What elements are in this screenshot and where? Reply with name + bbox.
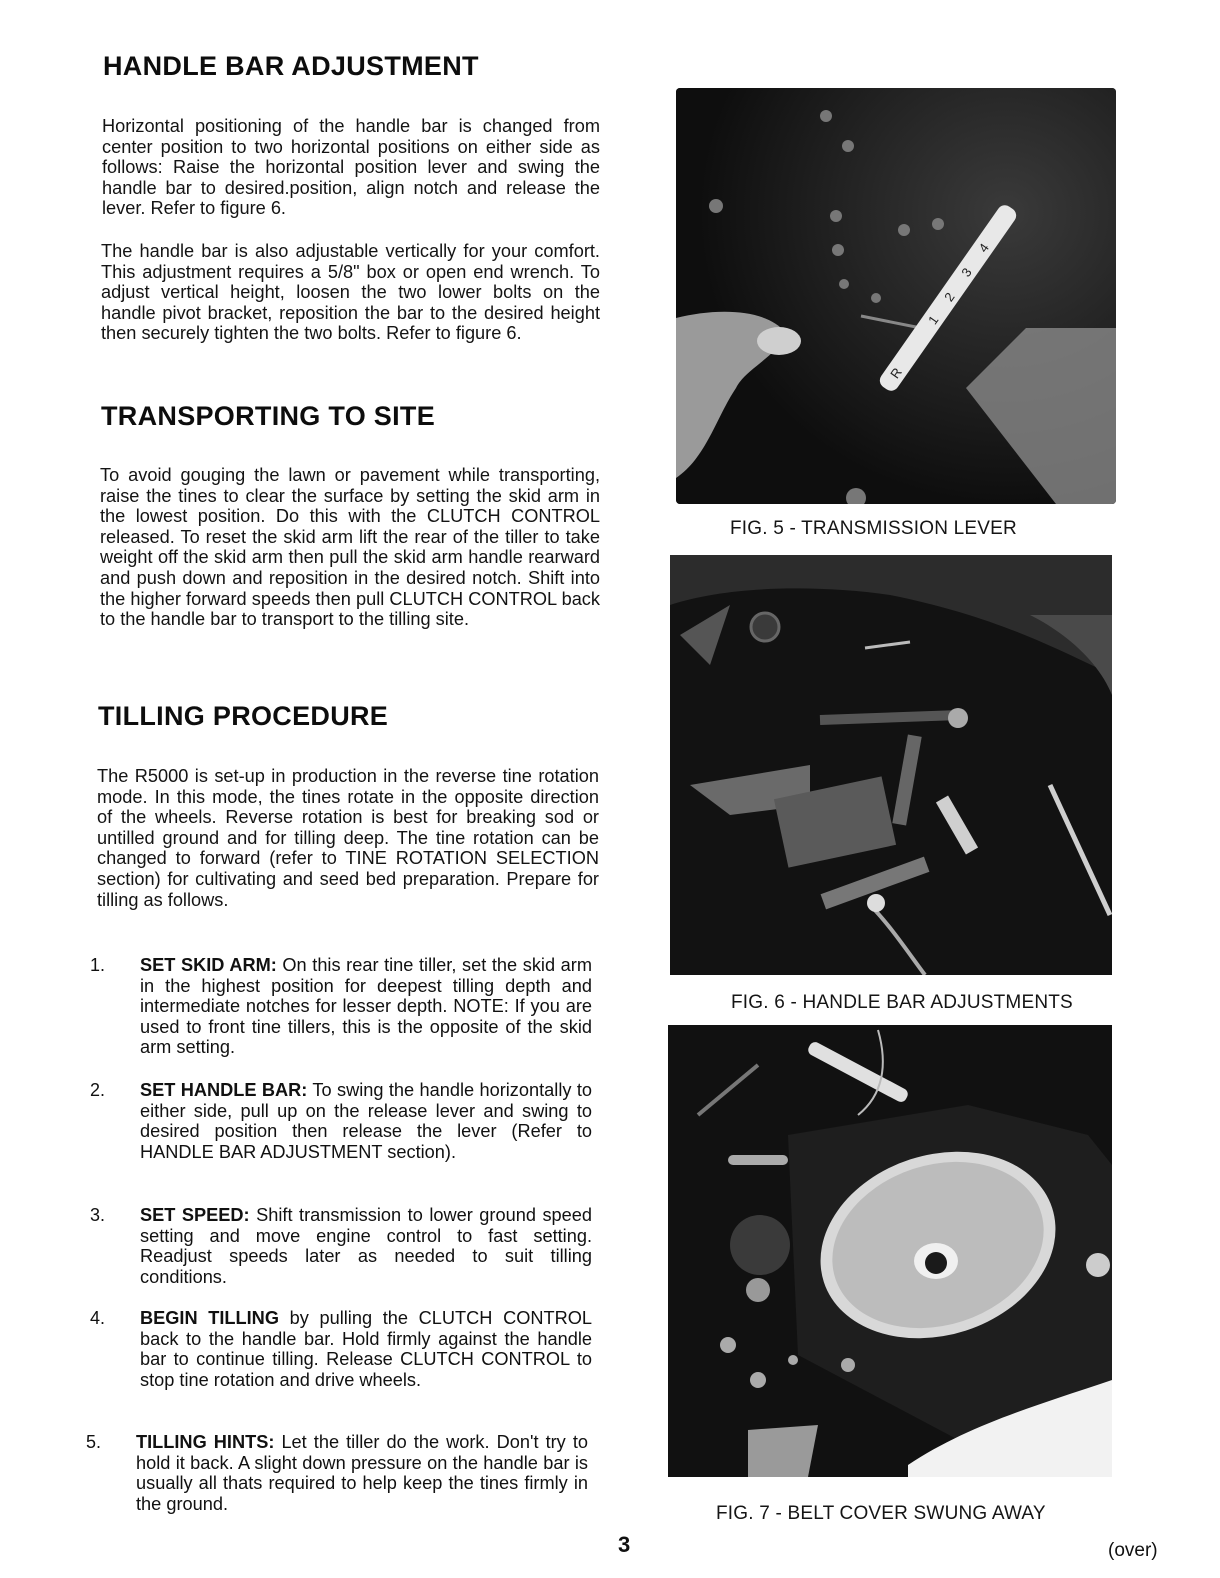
step-text: [140, 1080, 592, 1162]
step-body: Shift transmission to lower ground speed setting and move engine control to fast setting. Readjust speeds later as needed to suit tilling conditions.: [140, 1205, 593, 1287]
continuation-note: (over): [1108, 1540, 1158, 1561]
step-text: [136, 1432, 588, 1514]
heading-tilling-procedure: TILLING PROCEDURE: [98, 701, 389, 731]
step-text: [140, 1308, 592, 1390]
heading-transporting-to-site: TRANSPORTING TO SITE: [101, 401, 436, 431]
step-body: To swing the handle horizontally to either side, pull up on the release lever and swing to desired position then release the lever (Refer to HANDLE BAR ADJUSTMENT section).: [140, 1080, 593, 1162]
figure-7-caption: FIG. 7 - BELT COVER SWUNG AWAY: [716, 1503, 1046, 1524]
shift-label: R: [887, 364, 905, 382]
shift-label: 1: [925, 312, 942, 328]
step-title: SET HANDLE BAR:: [140, 1080, 308, 1100]
page-number: 3: [618, 1532, 631, 1557]
shift-label: 4: [975, 240, 992, 256]
step-text: [140, 955, 592, 1058]
step-body: by pulling the CLUTCH CONTROL back to the handle bar. Hold firmly against the handle bar to continue tilling. Release CLUTCH CONTROL to stop tine rotation and drive wheels.: [140, 1308, 592, 1390]
shift-label: 2: [941, 289, 958, 305]
step-text: [140, 1205, 592, 1287]
paragraph-horizontal-positioning: Horizontal positioning of the handle bar is changed from center position to two horizontal positions on either side as follows: Raise the horizontal position lever and swing the handle bar to desired.position, align notch and release the lever. Refer to figure 6.: [102, 116, 600, 219]
paragraph-vertical-adjustment: The handle bar is also adjustable vertically for your comfort. This adjustment requires a 5/8" box or open end wrench. To adjust vertical height, loosen the two lower bolts on the handle pivot bracket, reposition the bar to the desired height then securely tighten the two bolts. Refer to figure 6.: [101, 241, 600, 344]
figure-7-photo: [668, 1025, 1112, 1477]
figure-5-photo: [676, 88, 1116, 504]
shift-label: 3: [958, 265, 975, 280]
step-number: 2.: [90, 1080, 106, 1100]
step-number: 1.: [90, 955, 106, 975]
step-number: 4.: [90, 1308, 106, 1328]
step-number: 5.: [86, 1432, 102, 1452]
step-title: SET SPEED:: [140, 1205, 250, 1225]
step-body: Let the tiller do the work. Don't try to hold it back. A slight down pressure on the handle bar is usually all thats required to help keep the tines firmly in the ground.: [136, 1432, 588, 1514]
paragraph-transporting: To avoid gouging the lawn or pavement while transporting, raise the tines to clear the surface by setting the skid arm in the lowest position. Do this with the CLUTCH CONTROL released. To reset the skid arm lift the rear of the tiller to take weight off the skid arm then pull the skid arm handle rearward and push down and reposition in the desired notch. Shift into the higher forward speeds then pull CLUTCH CONTROL back to the handle bar to transport to the tilling site.: [100, 465, 600, 630]
step-title: TILLING HINTS:: [136, 1432, 275, 1452]
heading-handle-bar-adjustment: HANDLE BAR ADJUSTMENT: [103, 51, 479, 81]
figure-6-caption: FIG. 6 - HANDLE BAR ADJUSTMENTS: [731, 992, 1073, 1013]
figure-5-caption: FIG. 5 - TRANSMISSION LEVER: [730, 518, 1017, 539]
step-body: On this rear tine tiller, set the skid arm in the highest position for deepest tilling depth and intermediate notches for lesser depth. NOTE: If you are used to front tine tillers, this is the opposite of the skid arm setting.: [140, 955, 592, 1058]
figure-6-photo: [670, 555, 1112, 975]
step-title: SET SKID ARM:: [140, 955, 277, 975]
step-title: BEGIN TILLING: [140, 1308, 279, 1328]
paragraph-tilling-intro: The R5000 is set-up in production in the reverse tine rotation mode. In this mode, the tines rotate in the opposite direction of the wheels. Reverse rotation is best for breaking sod or untilled ground and for tilling deep. The tine rotation can be changed to forward (refer to TINE ROTATION SELECTION section) for cultivating and seed bed preparation. Prepare for tilling as follows.: [97, 766, 599, 910]
step-number: 3.: [90, 1205, 106, 1225]
